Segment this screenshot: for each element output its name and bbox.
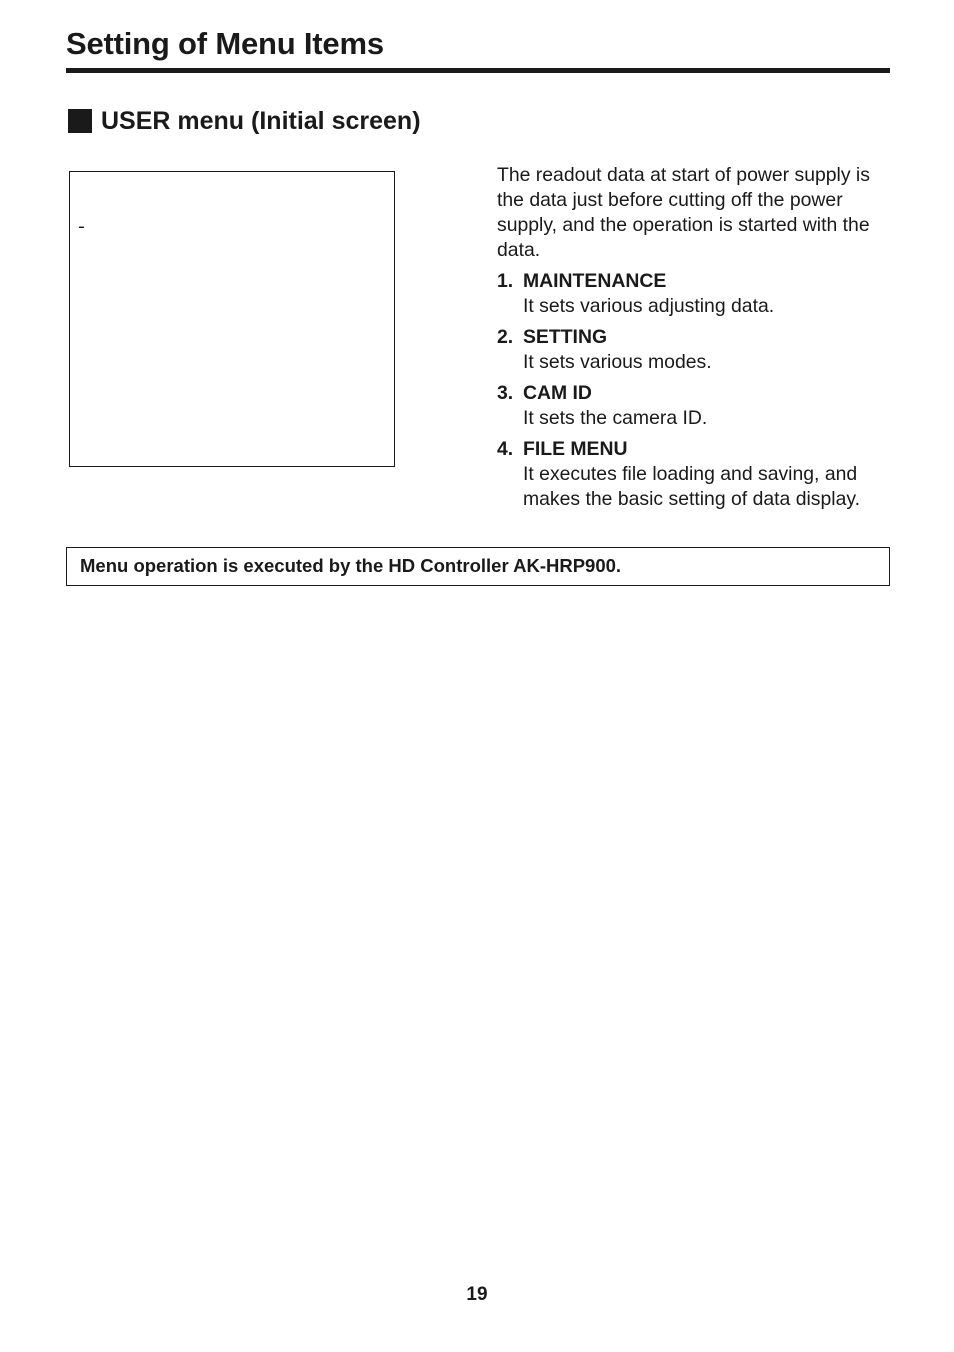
note-box: [66, 547, 890, 586]
item-title: FILE MENU: [523, 438, 628, 460]
item-title: CAM ID: [523, 382, 592, 404]
screen-cursor: -: [76, 218, 87, 238]
item-number: 3.: [497, 382, 514, 404]
item-description: It sets the camera ID.: [523, 407, 708, 429]
page-title: Setting of Menu Items: [66, 26, 384, 61]
item-number: 4.: [497, 438, 514, 460]
section-heading: [68, 104, 421, 138]
item-title: MAINTENANCE: [523, 270, 667, 292]
list-item: [497, 269, 892, 319]
menu-screen-display: [69, 171, 395, 467]
black-square-icon: [68, 109, 92, 133]
item-description: It executes file loading and saving, and makes the basic setting of data display.: [523, 463, 861, 510]
note-text: Menu operation is executed by the HD Controller AK-HRP900.: [80, 555, 622, 576]
item-title: SETTING: [523, 326, 608, 348]
section-heading-text: USER menu (Initial screen): [101, 107, 421, 135]
list-item: [497, 437, 892, 512]
list-item: [497, 381, 892, 431]
intro-paragraph: The readout data at start of power supply is the data just before cutting off the power supply, and the operation is started with the data.: [497, 164, 870, 261]
page-number: 19: [466, 1284, 488, 1305]
menu-description: [497, 163, 892, 518]
item-description: It sets various adjusting data.: [523, 295, 775, 317]
item-number: 1.: [497, 270, 514, 292]
item-description: It sets various modes.: [523, 351, 712, 373]
item-number: 2.: [497, 326, 514, 348]
title-rule: [66, 68, 890, 73]
list-item: [497, 325, 892, 375]
menu-item-list: [497, 269, 892, 512]
